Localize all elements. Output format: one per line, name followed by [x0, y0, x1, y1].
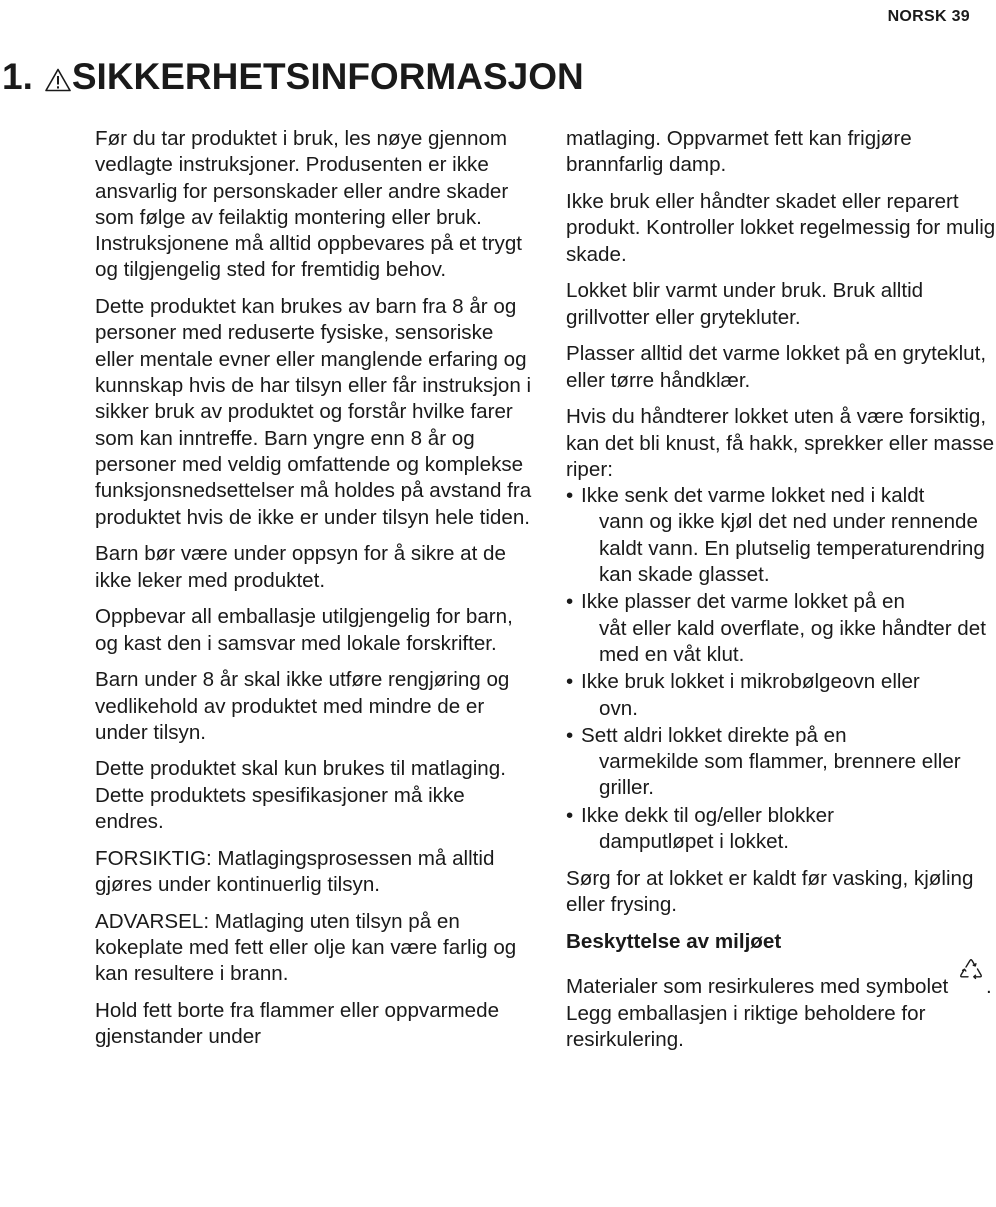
bullet-text-continued: varmekilde som flammer, brennere eller griller.: [599, 750, 961, 800]
list-item: [566, 803, 996, 856]
paragraph: Lokket blir varmt under bruk. Bruk alltid grillvotter eller grytekluter.: [566, 279, 924, 329]
paragraph: Ikke bruk eller håndter skadet eller reparert produkt. Kontroller lokket regelmessig for mulig skade.: [566, 189, 996, 266]
recycle-icon: [956, 965, 986, 995]
bullet-mark: •: [566, 670, 574, 694]
paragraph: Barn bør være under oppsyn for å sikre at de ikke leker med produktet.: [95, 542, 506, 592]
left-column: [95, 126, 535, 1061]
right-column: [566, 126, 996, 1064]
bullet-text: Ikke senk det varme lokket ned i kaldt: [581, 484, 925, 508]
paragraph: Hvis du håndterer lokket uten å være forsiktig, kan det bli knust, få hakk, sprekker eller masse riper:: [566, 405, 995, 481]
page-title: [2, 58, 584, 95]
environment-text-continued: . Legg emballasjen i riktige beholdere for resirkulering.: [566, 975, 992, 1051]
paragraph: Dette produktet kan brukes av barn fra 8 år og personer med reduserte fysiske, sensoriske eller mentale evner eller manglende erfaring og kunnskap hvis de har tilsyn eller får instruksjon i sikker bruk av produktet og forstår hvilke farer som kan inntreffe. Barn yngre enn 8 år og personer med veldig omfattende og komplekse funksjonsnedsettelser må holdes på avstand fra produktet hvis de ikke er under tilsyn hele tiden.: [95, 295, 532, 529]
bullet-text: Ikke bruk lokket i mikrobølgeovn eller: [581, 670, 920, 694]
section-title-text: SIKKERHETSINFORMASJON: [71, 56, 584, 97]
page-number-label: NORSK 39: [887, 8, 970, 25]
bullet-text-continued: ovn.: [599, 696, 638, 720]
list-item: [566, 723, 996, 802]
list-item: [566, 589, 996, 668]
bullet-mark: •: [566, 590, 574, 614]
list-item: [566, 483, 996, 588]
bullet-text-continued: vann og ikke kjøl det ned under rennende kaldt vann. En plutselig temperaturendring kan skade glasset.: [599, 510, 985, 587]
paragraph: matlaging. Oppvarmet fett kan frigjøre brannfarlig damp.: [566, 127, 912, 177]
environment-text: Materialer som resirkuleres med symbolet: [566, 975, 949, 999]
environment-paragraph: [566, 965, 996, 1053]
paragraph: Før du tar produktet i bruk, les nøye gjennom vedlagte instruksjoner. Produsenten er ikke ansvarlig for personskader eller andre skader som følge av feilaktig montering eller bruk. Instruksjonene må alltid oppbevares på et trygt og tilgjengelig sted for fremtidig behov.: [95, 127, 522, 282]
paragraph: Oppbevar all emballasje utilgjengelig for barn, og kast den i samsvar med lokale forskrifter.: [95, 605, 513, 655]
bullet-text: Sett aldri lokket direkte på en: [581, 723, 847, 747]
paragraph: Plasser alltid det varme lokket på en gryteklut, eller tørre håndklær.: [566, 342, 987, 392]
bullet-list: [566, 483, 996, 855]
bullet-text: Ikke dekk til og/eller blokker: [581, 803, 834, 827]
section-number: 1.: [2, 56, 33, 97]
bullet-text-continued: damputløpet i lokket.: [599, 829, 790, 853]
caution-paragraph: FORSIKTIG: Matlagingsprosessen må alltid gjøres under kontinuerlig tilsyn.: [95, 846, 495, 897]
bullet-text: Ikke plasser det varme lokket på en: [581, 590, 905, 614]
warning-triangle-icon: [45, 68, 71, 92]
section-heading: Beskyttelse av miljøet: [566, 929, 782, 953]
paragraph: Hold fett borte fra flammer eller oppvarmede gjenstander under: [95, 999, 500, 1049]
bullet-mark: •: [566, 484, 574, 508]
paragraph: Barn under 8 år skal ikke utføre rengjøring og vedlikehold av produktet med mindre de er under tilsyn.: [95, 668, 510, 744]
paragraph: Dette produktet skal kun brukes til matlaging. Dette produktets spesifikasjoner må ikke endres.: [95, 757, 506, 834]
bullet-mark: •: [566, 723, 574, 747]
bullet-mark: •: [566, 803, 574, 827]
bullet-text-continued: våt eller kald overflate, og ikke håndter det med en våt klut.: [599, 616, 986, 666]
list-item: [566, 669, 996, 722]
paragraph: Sørg for at lokket er kaldt før vasking, kjøling eller frysing.: [566, 866, 974, 916]
warning-paragraph: ADVARSEL: Matlaging uten tilsyn på en kokeplate med fett eller olje kan være farlig og kan resultere i brann.: [95, 909, 517, 986]
